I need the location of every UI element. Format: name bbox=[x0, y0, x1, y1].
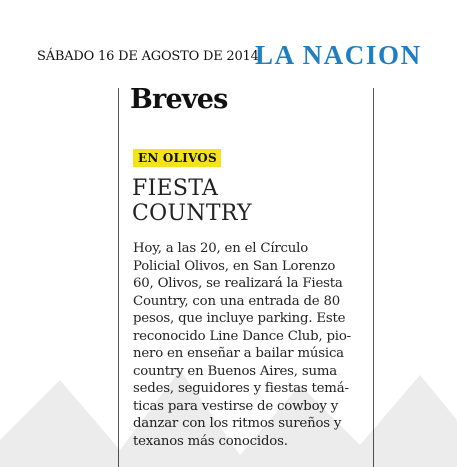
body-line: ticas para vestirse de cowboy y bbox=[133, 398, 339, 414]
body-line: Policial Olivos, en San Lorenzo bbox=[133, 258, 336, 274]
column-rule-right bbox=[373, 88, 374, 467]
body-line: reconocido Line Dance Club, pio- bbox=[133, 328, 351, 344]
body-line: Country, con una entrada de 80 bbox=[133, 293, 340, 309]
column-rule-left bbox=[118, 88, 119, 467]
article-body bbox=[133, 240, 369, 450]
headline-line: COUNTRY bbox=[132, 201, 252, 226]
section-title: Breves bbox=[130, 84, 228, 115]
body-line: nero en enseñar a bailar música bbox=[133, 346, 344, 361]
body-line: country en Buenos Aires, suma bbox=[133, 363, 337, 379]
body-line: danzar con los ritmos sureños y bbox=[133, 416, 342, 431]
masthead bbox=[0, 38, 457, 78]
body-line: texanos más conocidos. bbox=[133, 433, 288, 449]
body-line: pesos, que incluye parking. Este bbox=[133, 311, 346, 326]
body-line: Hoy, a las 20, en el Círculo bbox=[133, 241, 309, 256]
newspaper-logo: LA NACION bbox=[255, 40, 422, 70]
body-line: 60, Olivos, se realizará la Fiesta bbox=[133, 276, 343, 291]
article-kicker: EN OLIVOS bbox=[133, 149, 221, 167]
body-line: sedes, seguidores y fiestas temá- bbox=[133, 381, 349, 396]
article-headline bbox=[132, 176, 372, 226]
headline-line: FIESTA bbox=[132, 176, 219, 201]
publication-date: SÁBADO 16 DE AGOSTO DE 2014 bbox=[37, 49, 259, 64]
